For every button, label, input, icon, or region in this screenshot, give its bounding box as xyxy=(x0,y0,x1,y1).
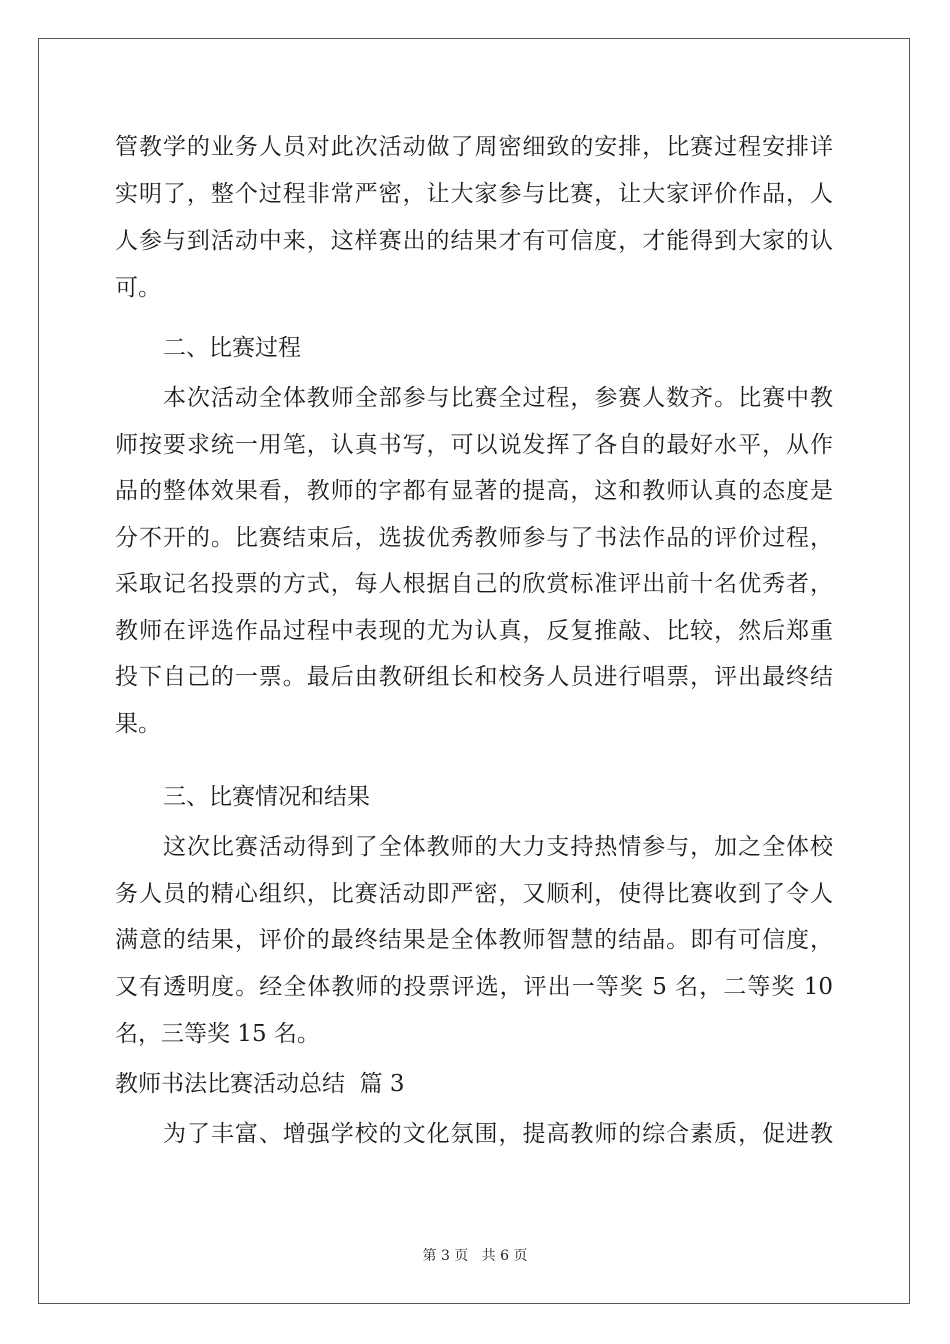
section-heading: 三、比赛情况和结果 xyxy=(163,784,370,810)
article-title: 教师书法比赛活动总结 篇 3 xyxy=(115,1071,405,1097)
paragraph-line: 果。 xyxy=(115,711,161,737)
paragraph-line: 满意的结果，评价的最终结果是全体教师智慧的结晶。即有可信度， xyxy=(115,927,833,953)
paragraph-line: 名，三等奖 15 名。 xyxy=(115,1021,320,1047)
paragraph-line: 投下自己的一票。最后由教研组长和校务人员进行唱票，评出最终结 xyxy=(115,664,833,690)
paragraph-line: 师按要求统一用笔，认真书写，可以说发挥了各自的最好水平，从作 xyxy=(115,432,833,458)
paragraph-line: 可。 xyxy=(115,275,161,301)
page-footer xyxy=(0,1246,950,1266)
paragraph-line: 务人员的精心组织，比赛活动即严密，又顺利，使得比赛收到了令人 xyxy=(115,881,833,907)
paragraph-line: 品的整体效果看，教师的字都有显著的提高，这和教师认真的态度是 xyxy=(115,478,833,504)
section-heading: 二、比赛过程 xyxy=(163,335,301,361)
paragraph-line: 教师在评选作品过程中表现的尤为认真，反复推敲、比较，然后郑重 xyxy=(115,618,833,644)
paragraph-line: 又有透明度。经全体教师的投票评选，评出一等奖 5 名，二等奖 10 xyxy=(115,974,833,1000)
paragraph-line: 分不开的。比赛结束后，选拔优秀教师参与了书法作品的评价过程， xyxy=(115,525,833,551)
paragraph-line: 这次比赛活动得到了全体教师的大力支持热情参与，加之全体校 xyxy=(163,834,833,860)
page-number: 第 3 页 xyxy=(422,1248,469,1264)
paragraph-line: 人参与到活动中来，这样赛出的结果才有可信度，才能得到大家的认 xyxy=(115,228,833,254)
paragraph-line: 采取记名投票的方式，每人根据自己的欣赏标准评出前十名优秀者， xyxy=(115,571,833,597)
paragraph-line: 为了丰富、增强学校的文化氛围，提高教师的综合素质，促进教 xyxy=(163,1121,833,1147)
paragraph-line: 本次活动全体教师全部参与比赛全过程，参赛人数齐。比赛中教 xyxy=(163,385,833,411)
paragraph-line: 实明了，整个过程非常严密，让大家参与比赛，让大家评价作品，人 xyxy=(115,181,833,207)
paragraph-line: 管教学的业务人员对此次活动做了周密细致的安排，比赛过程安排详 xyxy=(115,134,833,160)
page-total: 共 6 页 xyxy=(481,1248,528,1264)
